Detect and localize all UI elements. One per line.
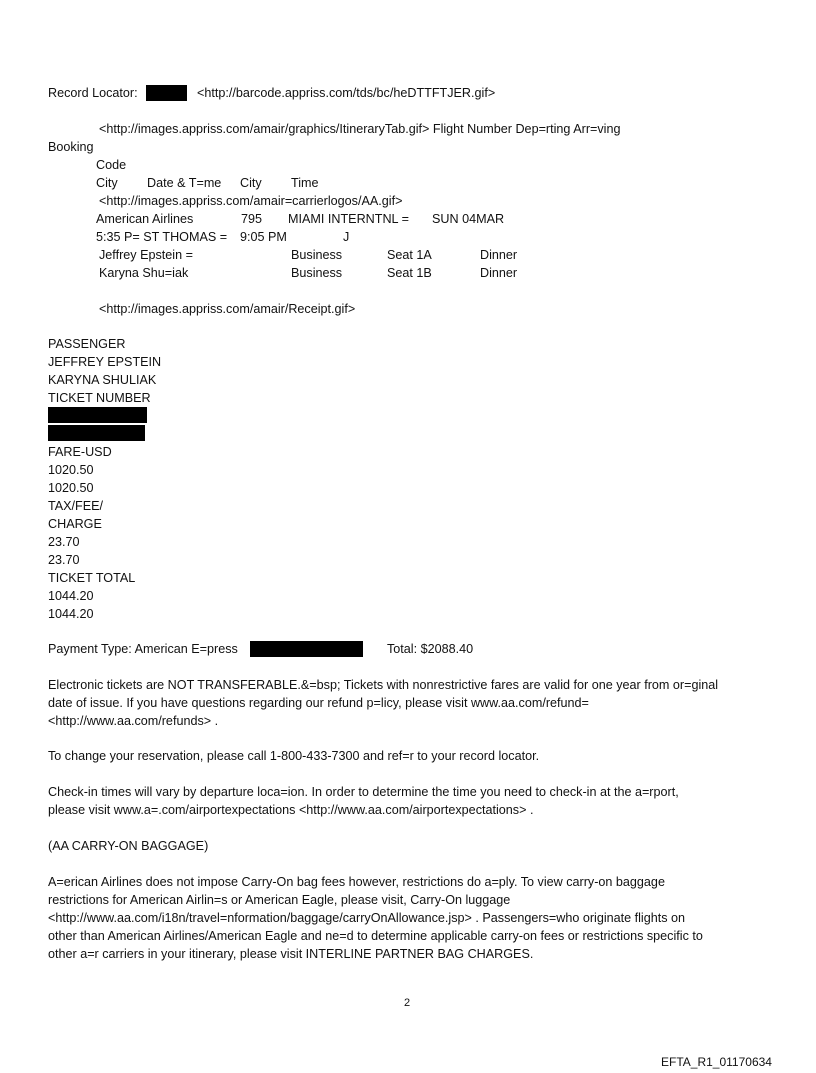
ticket-total-heading: TICKET TOTAL <box>48 571 136 585</box>
redaction-ticket-number-1 <box>48 407 147 423</box>
checkin-paragraph <box>48 783 768 819</box>
tax-value-1: 23.70 <box>48 535 80 549</box>
passenger-heading: PASSENGER <box>48 337 126 351</box>
paragraph-line: To change your reservation, please call 1-800-433-7300 and ref=r to your record locator. <box>48 749 540 763</box>
itinerary-tab-line: <http://images.appriss.com/amair/graphics/ItineraryTab.gif> Flight Number Dep=rting Arr=ving <box>99 122 621 136</box>
baggage-paragraph <box>48 873 768 963</box>
ticket-number-heading: TICKET NUMBER <box>48 391 151 405</box>
passenger-2-cabin: Business <box>291 266 343 280</box>
passenger-1-meal: Dinner <box>480 248 518 262</box>
fare-heading: FARE-USD <box>48 445 112 459</box>
section-heading: (AA CARRY-ON BAGGAGE) <box>48 839 209 853</box>
tax-heading-2: CHARGE <box>48 517 102 531</box>
redaction-card-number <box>250 641 363 657</box>
col-date-time: Date & T=me <box>147 176 222 190</box>
redaction-ticket-number-2 <box>48 425 145 441</box>
col-city-dep: City <box>96 176 118 190</box>
passenger-name-1: JEFFREY EPSTEIN <box>48 355 162 369</box>
airline-name: American Airlines <box>96 212 194 226</box>
paragraph-line: Electronic tickets are NOT TRANSFERABLE.&=bsp; Tickets with nonrestrictive fares are valid for one year from or=ginal <box>48 678 719 692</box>
carrier-logo-url: <http://images.appriss.com/amair=carrierlogos/AA.gif> <box>99 194 403 208</box>
fare-value-2: 1020.50 <box>48 481 94 495</box>
col-time: Time <box>291 176 319 190</box>
passenger-2-seat: Seat 1B <box>387 266 432 280</box>
paragraph-line: A=erican Airlines does not impose Carry-On bag fees however, restrictions do a=ply. To view carry-on baggage <box>48 875 665 889</box>
passenger-name-2: KARYNA SHULIAK <box>48 373 157 387</box>
departure-city: MIAMI INTERNTNL = <box>288 212 409 226</box>
receipt-url: <http://images.appriss.com/amair/Receipt.gif> <box>99 302 356 316</box>
paragraph-line: Check-in times will vary by departure loca=ion. In order to determine the time you need to check-in at the a=rport, <box>48 785 679 799</box>
passenger-2-name: Karyna Shu=iak <box>99 266 189 280</box>
payment-total: Total: $2088.40 <box>387 642 474 656</box>
passenger-1-seat: Seat 1A <box>387 248 432 262</box>
passenger-2-meal: Dinner <box>480 266 518 280</box>
departure-time-arrival-city: 5:35 P= ST THOMAS = <box>96 230 228 244</box>
paragraph-line: date of issue. If you have questions regarding our refund p=licy, please visit www.aa.com/refund= <box>48 696 589 710</box>
document-id: EFTA_R1_01170634 <box>661 1055 772 1069</box>
ticket-total-1: 1044.20 <box>48 589 94 603</box>
fare-value-1: 1020.50 <box>48 463 94 477</box>
refund-link[interactable]: <http://www.aa.com/refunds> . <box>48 714 219 728</box>
transfer-paragraph <box>48 676 768 730</box>
tax-value-2: 23.70 <box>48 553 80 567</box>
code-label: Code <box>96 158 127 172</box>
flight-number: 795 <box>241 212 263 226</box>
paragraph-line: other than American Airlines/American Eagle and ne=d to determine applicable carry-on fees or restrictions specific to <box>48 929 703 943</box>
booking-code: J <box>343 230 350 244</box>
ticket-total-2: 1044.20 <box>48 607 94 621</box>
col-city-arr: City <box>240 176 262 190</box>
redaction-record-locator <box>146 85 187 101</box>
passenger-1-cabin: Business <box>291 248 343 262</box>
booking-label: Booking <box>48 140 94 154</box>
change-reservation-paragraph <box>48 747 768 765</box>
tax-heading-1: TAX/FEE/ <box>48 499 104 513</box>
arrival-time: 9:05 PM <box>240 230 287 244</box>
page-number: 2 <box>404 997 411 1009</box>
airport-expectations-link[interactable]: please visit www.a=.com/airportexpectations <http://www.aa.com/airportexpectations> . <box>48 803 534 817</box>
payment-type: Payment Type: American E=press <box>48 642 238 656</box>
barcode-url: <http://barcode.appriss.com/tds/bc/heDTTFTJER.gif> <box>197 86 496 100</box>
paragraph-line: restrictions for American Airlin=s or American Eagle, please visit, Carry-On luggage <box>48 893 511 907</box>
paragraph-line: other a=r carriers in your itinerary, please visit INTERLINE PARTNER BAG CHARGES. <box>48 947 534 961</box>
record-locator-label: Record Locator: <box>48 86 138 100</box>
carry-on-allowance-link[interactable]: <http://www.aa.com/i18n/travel=nformation/baggage/carryOnAllowance.jsp> . Passengers=who originate flights on <box>48 911 686 925</box>
passenger-1-name: Jeffrey Epstein = <box>99 248 193 262</box>
baggage-heading <box>48 837 768 855</box>
departure-date: SUN 04MAR <box>432 212 505 226</box>
